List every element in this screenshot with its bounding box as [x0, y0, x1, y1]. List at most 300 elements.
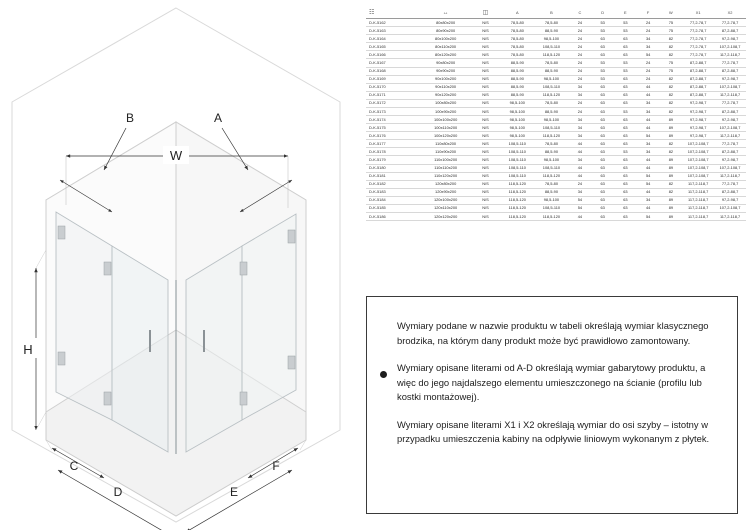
table-cell: 98,5-100: [500, 124, 534, 132]
col-header-code: [366, 8, 421, 19]
table-cell: D-K-5180: [366, 164, 421, 172]
table-cell: 117,2-118,7: [682, 212, 714, 220]
table-cell: 98,5-100: [500, 99, 534, 107]
table-cell: 63: [614, 140, 637, 148]
table-cell: 24: [568, 43, 591, 51]
table-cell: 80x80x200: [421, 19, 471, 27]
table-cell: 34: [568, 91, 591, 99]
table-cell: D-K-5168: [366, 67, 421, 75]
table-cell: 110x100x200: [421, 156, 471, 164]
table-body: [366, 19, 746, 221]
table-row: [366, 51, 746, 59]
table-cell: 98,5-100: [500, 132, 534, 140]
table-cell: 63: [614, 188, 637, 196]
table-cell: 24: [568, 99, 591, 107]
table-cell: 89: [659, 212, 682, 220]
note-paragraph-3: Wymiary opisane literami X1 i X2 określają wymiar do osi szyby – istotny w przypadku umieszczenia kabiny na odpływie liniowym wykonanym z płytek.: [397, 418, 710, 445]
table-cell: 80x120x200: [421, 51, 471, 59]
table-cell: N/S: [471, 116, 501, 124]
table-cell: 90x90x200: [421, 67, 471, 75]
table-cell: N/S: [471, 59, 501, 67]
col-header-c: C: [568, 8, 591, 19]
table-cell: 82: [659, 107, 682, 115]
table-cell: 34: [637, 140, 660, 148]
table-cell: 34: [637, 196, 660, 204]
col-header-f: F: [637, 8, 660, 19]
table-cell: 107,2-108,7: [682, 172, 714, 180]
table-cell: 87,2-88,7: [714, 148, 746, 156]
table-row: [366, 99, 746, 107]
table-cell: 24: [568, 75, 591, 83]
table-cell: 77,2-78,7: [714, 99, 746, 107]
table-cell: 63: [614, 132, 637, 140]
table-cell: 82: [659, 140, 682, 148]
table-cell: 34: [568, 156, 591, 164]
table-cell: 107,2-108,7: [682, 164, 714, 172]
table-cell: 78,5-80: [500, 43, 534, 51]
table-cell: 63: [614, 196, 637, 204]
col-header-x1: X1: [682, 8, 714, 19]
table-cell: 63: [614, 156, 637, 164]
table-cell: 120x80x200: [421, 180, 471, 188]
table-cell: 44: [637, 116, 660, 124]
table-cell: 108,5-110: [500, 148, 534, 156]
table-cell: 118,5-120: [500, 204, 534, 212]
table-cell: 90x110x200: [421, 83, 471, 91]
table-row: [366, 19, 746, 27]
table-cell: 77,2-78,7: [682, 51, 714, 59]
table-cell: 24: [637, 19, 660, 27]
table-cell: 63: [614, 75, 637, 83]
table-cell: 98,5-100: [500, 107, 534, 115]
table-cell: D-K-5165: [366, 43, 421, 51]
table-cell: 54: [637, 132, 660, 140]
table-cell: 78,5-80: [534, 59, 568, 67]
table-cell: 78,5-80: [534, 140, 568, 148]
table-cell: 34: [568, 132, 591, 140]
table-cell: 87,2-88,7: [682, 67, 714, 75]
table-cell: 87,2-88,7: [714, 107, 746, 115]
table-cell: 88,5-90: [500, 91, 534, 99]
table-cell: N/S: [471, 83, 501, 91]
table-cell: 100x90x200: [421, 107, 471, 115]
dimension-label-h: H: [23, 342, 33, 357]
dimension-label-w: W: [169, 148, 183, 163]
table-cell: 82: [659, 51, 682, 59]
table-cell: 63: [591, 188, 614, 196]
table-cell: 63: [614, 164, 637, 172]
table-row: [366, 204, 746, 212]
table-cell: 117,2-118,7: [714, 91, 746, 99]
table-cell: 82: [659, 75, 682, 83]
table-cell: 98,5-100: [534, 35, 568, 43]
table-cell: 97,2-98,7: [714, 35, 746, 43]
table-cell: 107,2-108,7: [682, 148, 714, 156]
table-cell: 108,5-110: [534, 124, 568, 132]
col-header-d: D: [591, 8, 614, 19]
table-cell: 107,2-108,7: [714, 164, 746, 172]
table-cell: 34: [568, 116, 591, 124]
table-cell: 54: [637, 180, 660, 188]
table-cell: 53: [614, 59, 637, 67]
table-cell: 89: [659, 196, 682, 204]
table-cell: D-K-5181: [366, 172, 421, 180]
table-cell: N/S: [471, 180, 501, 188]
table-cell: 44: [568, 172, 591, 180]
table-header-row: [366, 8, 746, 19]
table-cell: 44: [637, 83, 660, 91]
table-cell: 75: [659, 67, 682, 75]
table-cell: 34: [568, 83, 591, 91]
table-cell: 75: [659, 59, 682, 67]
table-cell: 87,2-88,7: [682, 75, 714, 83]
table-cell: 118,5-120: [500, 188, 534, 196]
table-cell: 82: [659, 99, 682, 107]
table-cell: 63: [591, 164, 614, 172]
table-cell: 44: [568, 212, 591, 220]
table-cell: 90x100x200: [421, 75, 471, 83]
table-cell: 77,2-78,7: [714, 19, 746, 27]
table-cell: 34: [568, 124, 591, 132]
table-cell: 82: [659, 180, 682, 188]
table-cell: 78,5-80: [500, 19, 534, 27]
table-cell: N/S: [471, 107, 501, 115]
table-row: [366, 43, 746, 51]
table-cell: 100x120x200: [421, 132, 471, 140]
table-cell: D-K-5174: [366, 116, 421, 124]
table-cell: N/S: [471, 156, 501, 164]
table-cell: 77,2-78,7: [714, 140, 746, 148]
table-cell: 53: [614, 107, 637, 115]
table-cell: D-K-5178: [366, 148, 421, 156]
table-cell: 34: [637, 107, 660, 115]
table-cell: 108,5-110: [534, 43, 568, 51]
table-cell: 88,5-90: [534, 107, 568, 115]
table-cell: 63: [591, 116, 614, 124]
table-cell: 75: [659, 27, 682, 35]
table-cell: 107,2-108,7: [714, 204, 746, 212]
table-cell: 53: [614, 148, 637, 156]
product-technical-drawing: [0, 0, 352, 530]
table-cell: N/S: [471, 164, 501, 172]
table-cell: 63: [614, 124, 637, 132]
table-cell: N/S: [471, 140, 501, 148]
table-cell: 120x90x200: [421, 188, 471, 196]
table-cell: 63: [591, 148, 614, 156]
table-cell: 120x120x200: [421, 212, 471, 220]
table-cell: 97,2-98,7: [682, 124, 714, 132]
table-cell: 54: [568, 196, 591, 204]
table-row: [366, 148, 746, 156]
table-cell: N/S: [471, 27, 501, 35]
table-cell: 108,5-110: [534, 204, 568, 212]
table-cell: 88,5-90: [500, 67, 534, 75]
table-cell: 63: [591, 156, 614, 164]
col-header-e: E: [614, 8, 637, 19]
table-cell: 82: [659, 43, 682, 51]
table-cell: 87,2-88,7: [682, 59, 714, 67]
col-header-size: [421, 8, 471, 19]
table-cell: N/S: [471, 148, 501, 156]
table-cell: D-K-5167: [366, 59, 421, 67]
table-cell: D-K-5162: [366, 19, 421, 27]
table-cell: 98,5-100: [500, 116, 534, 124]
table-cell: 98,5-100: [534, 116, 568, 124]
table-cell: 63: [614, 204, 637, 212]
table-cell: D-K-5182: [366, 180, 421, 188]
table-cell: 108,5-110: [534, 83, 568, 91]
table-cell: 88,5-90: [534, 27, 568, 35]
table-cell: 63: [591, 91, 614, 99]
table-cell: 54: [637, 172, 660, 180]
table-cell: 63: [614, 83, 637, 91]
table-cell: 97,2-98,7: [714, 156, 746, 164]
table-cell: 24: [568, 19, 591, 27]
table-cell: 87,2-88,7: [714, 27, 746, 35]
table-cell: 118,5-120: [534, 172, 568, 180]
table-cell: 87,2-88,7: [682, 91, 714, 99]
table-cell: 110x90x200: [421, 148, 471, 156]
table-cell: 63: [591, 204, 614, 212]
table-cell: 117,2-118,7: [682, 204, 714, 212]
table-cell: 34: [637, 148, 660, 156]
table-cell: 34: [637, 99, 660, 107]
table-cell: 53: [591, 75, 614, 83]
table-cell: 44: [568, 148, 591, 156]
product-code-icon: ☷: [369, 9, 375, 16]
table-cell: 78,5-80: [500, 27, 534, 35]
table-cell: 24: [568, 51, 591, 59]
table-cell: D-K-5179: [366, 156, 421, 164]
table-cell: N/S: [471, 67, 501, 75]
note-paragraph-1: Wymiary podane w nazwie produktu w tabeli określają wymiar klasycznego brodzika, na którym dany produkt może być prawidłowo zamontowany.: [397, 320, 709, 346]
table-cell: N/S: [471, 188, 501, 196]
table-cell: 89: [659, 116, 682, 124]
table-cell: 117,2-118,7: [714, 172, 746, 180]
table-cell: 117,2-118,7: [682, 188, 714, 196]
table-row: [366, 188, 746, 196]
table-row: [366, 156, 746, 164]
table-cell: 80x100x200: [421, 35, 471, 43]
table-cell: 97,2-98,7: [714, 116, 746, 124]
table-cell: 78,5-80: [534, 19, 568, 27]
table-cell: D-K-5176: [366, 132, 421, 140]
col-header-glass: [471, 8, 501, 19]
table-cell: D-K-5171: [366, 91, 421, 99]
table-cell: N/S: [471, 91, 501, 99]
table-cell: 100x110x200: [421, 124, 471, 132]
table-cell: N/S: [471, 43, 501, 51]
dimension-label-f: F: [272, 459, 280, 473]
table-cell: D-K-5177: [366, 140, 421, 148]
table-cell: 90x80x200: [421, 59, 471, 67]
table-cell: 120x110x200: [421, 204, 471, 212]
table-cell: 63: [591, 140, 614, 148]
table-row: [366, 27, 746, 35]
table-cell: 117,2-118,7: [682, 196, 714, 204]
size-icon: ↔: [442, 9, 449, 16]
table-cell: 53: [591, 19, 614, 27]
table-cell: 53: [614, 27, 637, 35]
table-cell: 110x80x200: [421, 140, 471, 148]
table-cell: 110x110x200: [421, 164, 471, 172]
table-cell: 107,2-108,7: [714, 124, 746, 132]
col-header-w: W: [659, 8, 682, 19]
table-cell: N/S: [471, 124, 501, 132]
dimension-label-e: E: [229, 485, 239, 499]
table-cell: 77,2-78,7: [714, 180, 746, 188]
table-cell: D-K-5169: [366, 75, 421, 83]
note-paragraph-2: Wymiary opisane literami od A-D określają wymiar gabarytowy produktu, a więc do jego najdalszego elementu umieszczonego na ścianie (profilu lub kostki montażowej).: [397, 362, 706, 403]
table-cell: 118,5-120: [534, 91, 568, 99]
table-row: [366, 107, 746, 115]
table-cell: 88,5-90: [500, 83, 534, 91]
table-cell: D-K-5173: [366, 107, 421, 115]
table-cell: 100x80x200: [421, 99, 471, 107]
table-cell: 53: [614, 19, 637, 27]
table-cell: 110x120x200: [421, 172, 471, 180]
table-row: [366, 83, 746, 91]
table-row: [366, 59, 746, 67]
table-cell: 63: [614, 43, 637, 51]
col-header-a: A: [500, 8, 534, 19]
table-cell: 89: [659, 204, 682, 212]
table-cell: D-K-5166: [366, 51, 421, 59]
table-cell: 24: [568, 27, 591, 35]
table-cell: 54: [637, 51, 660, 59]
table-cell: N/S: [471, 172, 501, 180]
dimension-label-c: C: [69, 459, 79, 473]
table-cell: D-K-5183: [366, 188, 421, 196]
table-cell: 118,5-120: [500, 212, 534, 220]
table-cell: 63: [591, 124, 614, 132]
table-row: [366, 67, 746, 75]
table-cell: 118,5-120: [500, 180, 534, 188]
table-cell: D-K-5186: [366, 212, 421, 220]
table-cell: 80x110x200: [421, 43, 471, 51]
table-cell: 63: [591, 43, 614, 51]
table-cell: 89: [659, 132, 682, 140]
table-cell: 63: [614, 35, 637, 43]
table-cell: 90x120x200: [421, 91, 471, 99]
table-cell: 53: [614, 67, 637, 75]
dimension-label-b: B: [125, 111, 135, 125]
table-cell: 63: [614, 180, 637, 188]
table-cell: 53: [591, 59, 614, 67]
specification-table: [366, 8, 746, 221]
table-cell: 87,2-88,7: [714, 188, 746, 196]
table-cell: 97,2-98,7: [682, 99, 714, 107]
table-cell: 108,5-110: [534, 164, 568, 172]
table-cell: N/S: [471, 99, 501, 107]
table-cell: 44: [637, 188, 660, 196]
table-cell: 44: [568, 140, 591, 148]
table-cell: 63: [614, 116, 637, 124]
table-cell: 24: [568, 107, 591, 115]
table-cell: 100x100x200: [421, 116, 471, 124]
table-row: [366, 196, 746, 204]
table-cell: 88,5-90: [534, 188, 568, 196]
table-cell: 97,2-98,7: [682, 116, 714, 124]
table-cell: 63: [614, 212, 637, 220]
table-cell: 82: [659, 91, 682, 99]
table-cell: 63: [591, 180, 614, 188]
table-cell: 87,2-88,7: [682, 83, 714, 91]
table-cell: 78,5-80: [500, 51, 534, 59]
table-cell: 107,2-108,7: [682, 140, 714, 148]
table-cell: D-K-5184: [366, 196, 421, 204]
table-cell: 44: [637, 156, 660, 164]
table-cell: 97,2-98,7: [714, 75, 746, 83]
table-cell: D-K-5172: [366, 99, 421, 107]
table-cell: 89: [659, 156, 682, 164]
table-cell: 24: [637, 75, 660, 83]
table-row: [366, 124, 746, 132]
table-cell: 34: [637, 43, 660, 51]
table-cell: 77,2-78,7: [682, 43, 714, 51]
table-cell: 82: [659, 35, 682, 43]
table-cell: 118,5-120: [534, 51, 568, 59]
table-cell: 82: [659, 148, 682, 156]
table-cell: 53: [591, 27, 614, 35]
table-row: [366, 180, 746, 188]
table-cell: D-K-5170: [366, 83, 421, 91]
table-cell: 82: [659, 188, 682, 196]
table-cell: 117,2-118,7: [714, 132, 746, 140]
table-cell: 88,5-90: [534, 148, 568, 156]
table-cell: 44: [568, 164, 591, 172]
table-cell: 89: [659, 124, 682, 132]
table-row: [366, 35, 746, 43]
table-cell: 63: [591, 172, 614, 180]
glass-icon: ◫: [482, 9, 489, 16]
table-cell: 53: [591, 67, 614, 75]
table-row: [366, 140, 746, 148]
table-cell: 54: [568, 204, 591, 212]
table-row: [366, 75, 746, 83]
table-cell: 44: [637, 164, 660, 172]
table-cell: 24: [568, 67, 591, 75]
table-cell: 77,2-78,7: [714, 59, 746, 67]
specification-table-wrapper: [366, 8, 746, 221]
table-cell: 63: [591, 212, 614, 220]
table-cell: 88,5-90: [500, 75, 534, 83]
table-cell: 107,2-108,7: [714, 43, 746, 51]
table-cell: N/S: [471, 212, 501, 220]
table-cell: N/S: [471, 204, 501, 212]
table-cell: N/S: [471, 19, 501, 27]
table-row: [366, 132, 746, 140]
table-cell: 117,2-118,7: [714, 51, 746, 59]
table-cell: 44: [637, 124, 660, 132]
table-cell: 118,5-120: [534, 132, 568, 140]
table-cell: 88,5-90: [534, 67, 568, 75]
table-cell: D-K-5175: [366, 124, 421, 132]
table-cell: 82: [659, 83, 682, 91]
table-cell: D-K-5163: [366, 27, 421, 35]
table-cell: 107,2-108,7: [682, 156, 714, 164]
table-cell: 44: [637, 204, 660, 212]
table-cell: 118,5-120: [534, 212, 568, 220]
notes-box: [366, 296, 738, 514]
table-cell: 24: [568, 59, 591, 67]
dimension-label-a: A: [213, 111, 223, 125]
table-cell: 87,2-88,7: [714, 67, 746, 75]
table-row: [366, 116, 746, 124]
table-row: [366, 172, 746, 180]
table-cell: 108,5-110: [500, 164, 534, 172]
table-cell: 77,2-78,7: [682, 27, 714, 35]
